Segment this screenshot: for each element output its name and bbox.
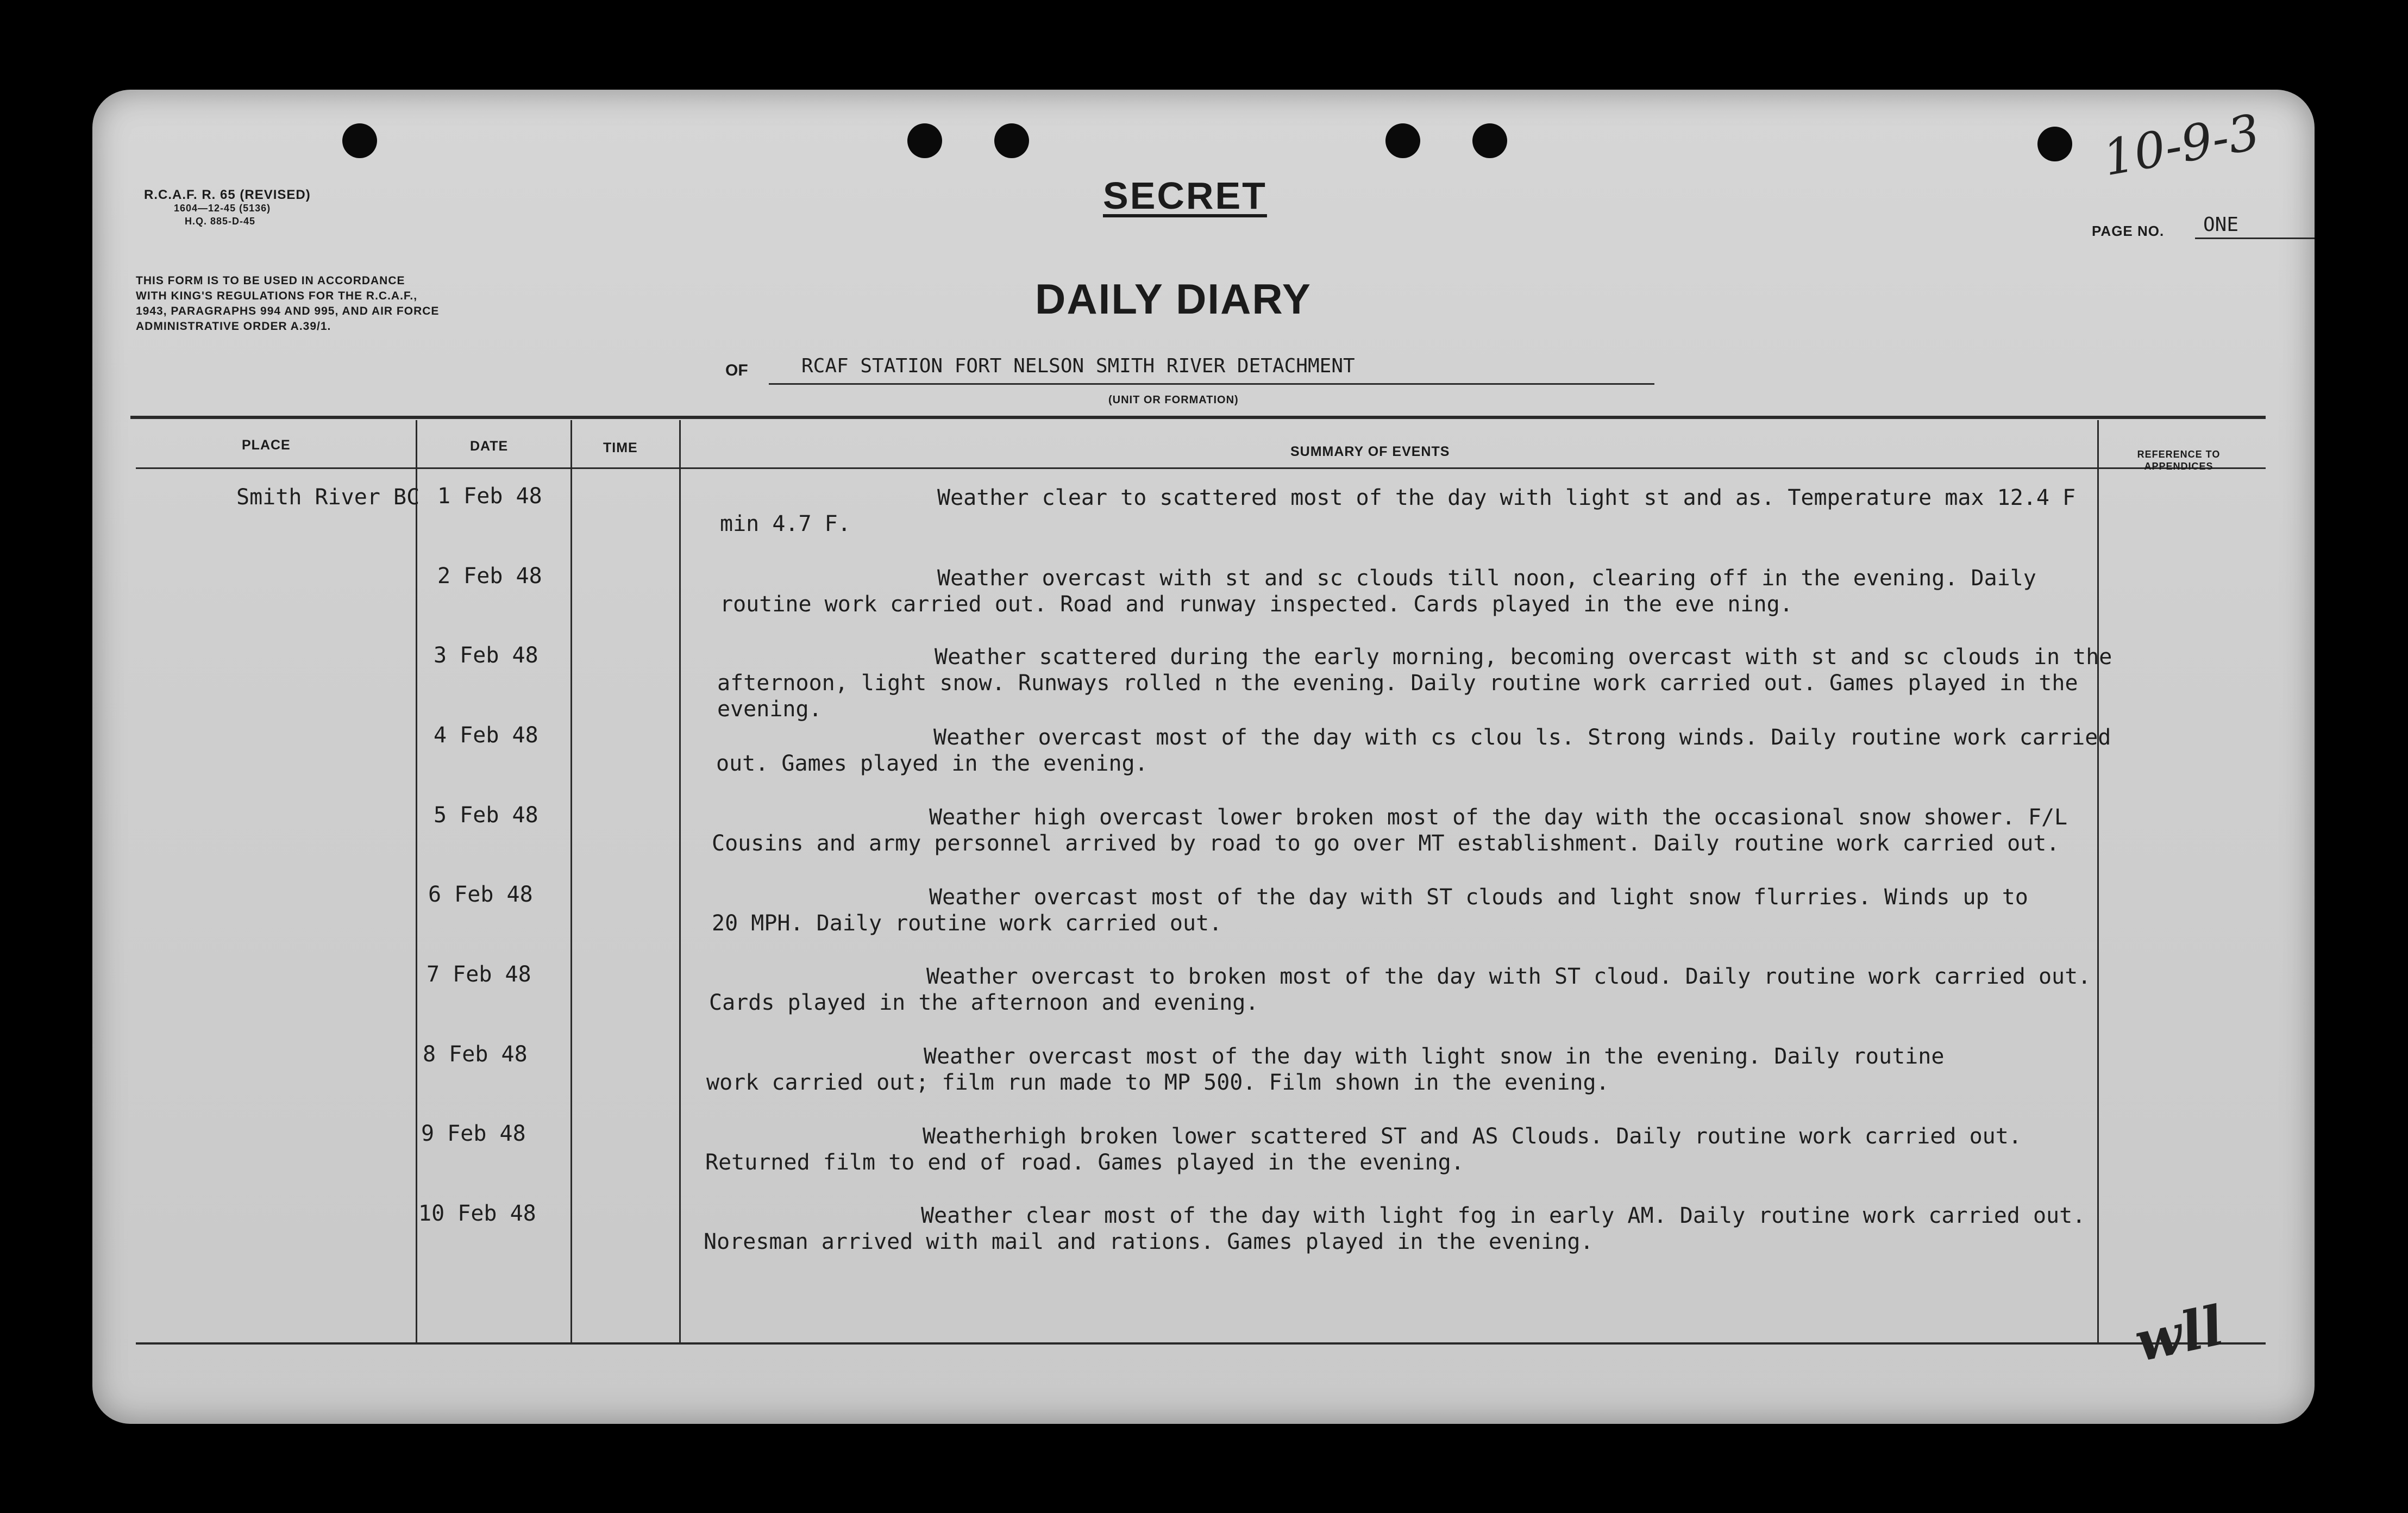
page-number-label: PAGE NO. (2092, 223, 2165, 239)
binder-hole (2037, 127, 2072, 161)
form-code-line2: 1604—12-45 (5136) (174, 203, 271, 214)
binder-hole (907, 123, 942, 158)
column-divider (570, 420, 572, 1344)
summary-line: Weather scattered during the early morning, becoming overcast with st and sc clouds in the (935, 645, 2112, 670)
page-number-value: ONE (2203, 214, 2239, 236)
summary-line: Weather overcast with st and sc clouds till noon, clearing off in the evening. Daily (937, 566, 2036, 591)
unit-caption: (UNIT OR FORMATION) (1108, 394, 1239, 406)
date-cell: 6 Feb 48 (428, 882, 533, 907)
diary-page (92, 90, 2315, 1424)
date-cell: 7 Feb 48 (427, 962, 531, 987)
date-cell: 4 Feb 48 (434, 723, 538, 748)
table-bottom-rule (136, 1342, 2266, 1345)
form-instruction-line3: 1943, PARAGRAPHS 994 AND 995, AND AIR FORCE (136, 305, 440, 317)
date-cell: 10 Feb 48 (418, 1201, 536, 1226)
summary-entry (720, 565, 2187, 617)
summary-line: work carried out; film run made to MP 500. Film shown in the evening. (706, 1070, 1609, 1095)
unit-underline (769, 383, 1654, 385)
summary-line: Cousins and army personnel arrived by road to go over MT establishment. Daily routine work carried out. (712, 831, 2060, 856)
date-cell: 2 Feb 48 (437, 564, 542, 589)
summary-line: Weather overcast to broken most of the day with ST cloud. Daily routine work carried out. (926, 964, 2091, 989)
date-cell: 3 Feb 48 (434, 643, 538, 668)
date-cell: 9 Feb 48 (421, 1121, 526, 1146)
summary-line: routine work carried out. Road and runway inspected. Cards played in the eve ning. (720, 592, 1793, 617)
summary-line: afternoon, light snow. Runways rolled n the evening. Daily routine work carried out. Games played in the (717, 671, 2078, 696)
summary-entry (712, 804, 2179, 856)
column-header-place: PLACE (242, 437, 291, 453)
summary-line: 20 MPH. Daily routine work carried out. (712, 911, 1222, 936)
column-header-date: DATE (470, 439, 509, 454)
summary-line: Noresman arrived with mail and rations. Games played in the evening. (704, 1229, 1594, 1254)
form-instruction-line1: THIS FORM IS TO BE USED IN ACCORDANCE (136, 274, 405, 287)
summary-line: Weather high overcast lower broken most of the day with the occasional snow shower. F/L (929, 805, 2068, 830)
page-title: DAILY DIARY (1035, 275, 1312, 323)
form-instruction-line4: ADMINISTRATIVE ORDER A.39/1. (136, 320, 331, 333)
form-code-line1: R.C.A.F. R. 65 (REVISED) (144, 187, 311, 202)
form-instruction-line2: WITH KING'S REGULATIONS FOR THE R.C.A.F., (136, 290, 418, 302)
summary-line: out. Games played in the evening. (716, 751, 1148, 776)
page-number-underline (2195, 237, 2315, 239)
summary-entry (705, 1123, 2172, 1176)
summary-line: Weather overcast most of the day with cs clou ls. Strong winds. Daily routine work carried (933, 725, 2111, 750)
summary-entry (709, 964, 2176, 1016)
date-cell: 5 Feb 48 (434, 803, 538, 828)
summary-line: Cards played in the afternoon and evening. (709, 990, 1259, 1015)
of-label: OF (725, 361, 748, 379)
summary-line: evening. (717, 697, 822, 722)
form-code-line3: H.Q. 885-D-45 (185, 216, 256, 227)
summary-line: min 4.7 F. (720, 511, 851, 536)
summary-entry (720, 485, 2187, 537)
unit-name: RCAF STATION FORT NELSON SMITH RIVER DETACHMENT (801, 355, 1355, 377)
column-header-summary: SUMMARY OF EVENTS (1290, 444, 1450, 459)
summary-line: Weather clear to scattered most of the day with light st and as. Temperature max 12.4 F (937, 485, 2076, 510)
summary-line: Weather clear most of the day with light fog in early AM. Daily routine work carried out. (921, 1203, 2086, 1228)
classification-heading: SECRET (1103, 174, 1267, 217)
date-cell: 1 Feb 48 (437, 484, 542, 509)
column-header-reference: REFERENCE TO APPENDICES (2137, 449, 2221, 472)
summary-entry (712, 884, 2179, 936)
summary-line: Weatherhigh broken lower scattered ST and AS Clouds. Daily routine work carried out. (923, 1124, 2022, 1149)
file-reference: 10-9-3 (2099, 103, 2264, 187)
summary-entry (704, 1203, 2171, 1255)
column-divider (679, 420, 681, 1344)
summary-line: Weather overcast most of the day with ST clouds and light snow flurries. Winds up to (929, 885, 2028, 910)
table-top-rule (130, 416, 2266, 419)
binder-hole (342, 123, 377, 158)
summary-entry (717, 644, 2184, 722)
binder-hole (1385, 123, 1420, 158)
header-rule (136, 467, 2266, 469)
binder-hole (1472, 123, 1507, 158)
place-cell: Smith River BC (236, 485, 420, 510)
summary-line: Returned film to end of road. Games played in the evening. (705, 1150, 1464, 1175)
column-divider (416, 420, 417, 1344)
signature-initials: wll (2129, 1293, 2229, 1374)
summary-entry (716, 724, 2183, 777)
binder-hole (994, 123, 1029, 158)
summary-line: Weather overcast most of the day with light snow in the evening. Daily routine (924, 1044, 1945, 1069)
summary-entry (706, 1043, 2173, 1096)
column-header-time: TIME (603, 440, 638, 455)
date-cell: 8 Feb 48 (423, 1042, 528, 1067)
